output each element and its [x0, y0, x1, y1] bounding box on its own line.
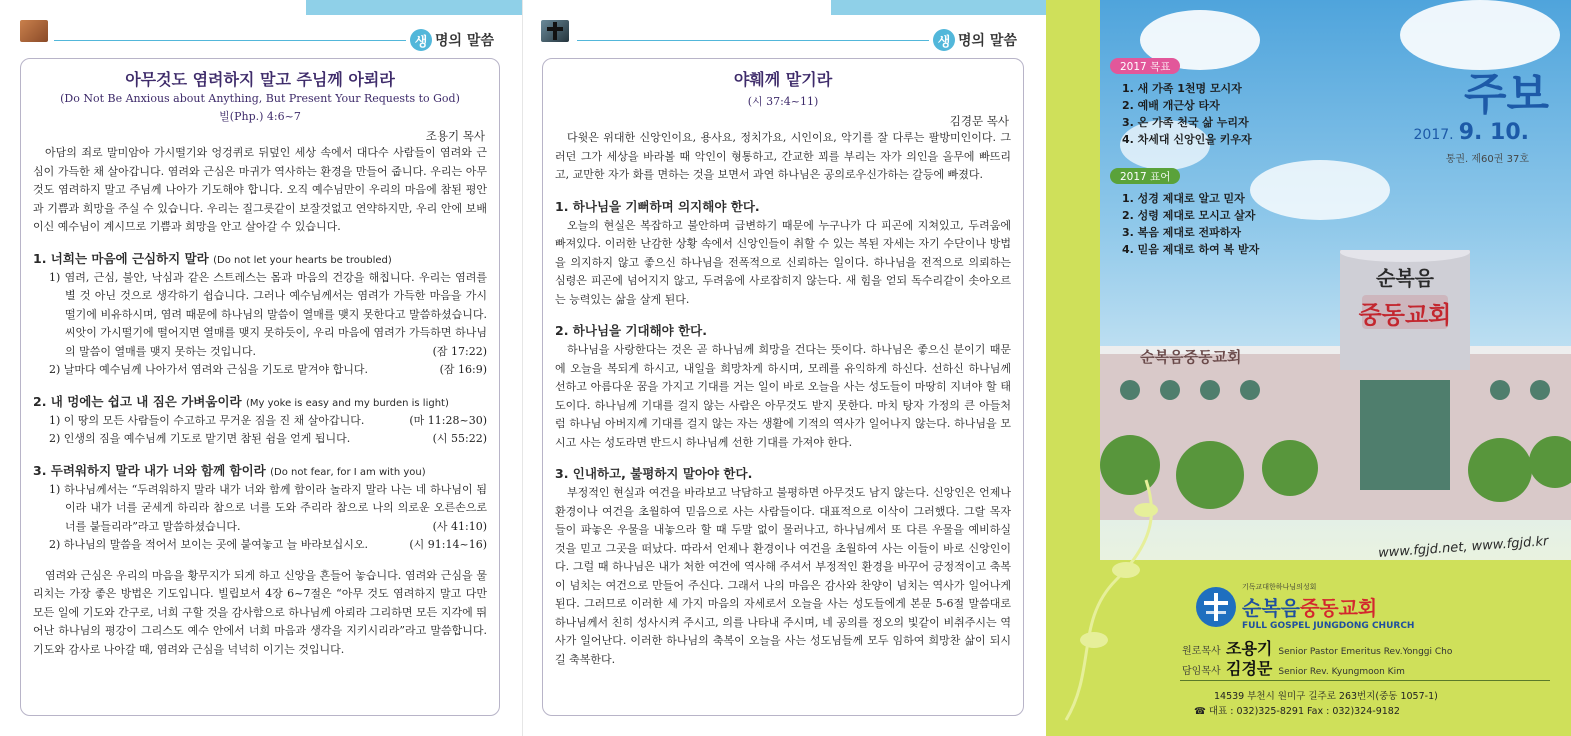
- church-phone: ☎ 대표 : 032)325-8291 Fax : 032)324-9182: [1194, 706, 1400, 717]
- goal-item: 3. 온 가족 천국 삶 누리자: [1122, 116, 1249, 129]
- scripture-ref: (시 37:4~11): [747, 95, 819, 108]
- section-label: 명의 말씀: [435, 33, 494, 49]
- point-2-item-2: 2) 인생의 짐을 예수님께 기도로 맡기면 참된 쉼을 얻게 됩니다. (시 55:22): [49, 432, 487, 445]
- logo-denomination: 기독교대한하나님의성회: [1242, 583, 1317, 591]
- motto-item: 1. 성경 제대로 알고 믿자: [1122, 192, 1245, 205]
- logo-name-en: FULL GOSPEL JUNGDONG CHURCH: [1242, 621, 1415, 631]
- cross-image: [541, 20, 569, 42]
- motto-tag: 2017 표어: [1110, 168, 1180, 184]
- church-emblem-icon: [1196, 587, 1236, 627]
- sermon-conclusion: 염려와 근심은 우리의 마음을 황무지가 되게 하고 신앙을 흔들어 놓습니다. 염려와 근심을 물리치는 가장 좋은 방법은 기도입니다. 빌립보서 4장 6~7절은 “아무 것도 염려하지 말고 다만 모든 일에 기도와 간구로, 너희 구할 것을 감사함으로 하나님께 아뢰라 그리하면 모든 지각에 뛰어난 하나님의 평강이 그리스도 예수 안에서 너희 마음과 생각을 지키시리라”라고 말씀합니다. 기도와 감사로 나아갈 때, 염려와 근심을 넉넉히 이기는 것입니다.: [33, 568, 487, 656]
- goals-list: [1122, 80, 1252, 148]
- section-rule: [577, 40, 929, 41]
- top-color-bar: [306, 0, 522, 15]
- sermon-title: 야훼께 맡기라: [733, 70, 833, 89]
- point-2-item-1: 1) 이 땅의 모든 사람들이 수고하고 무거운 짐을 진 채 살아갑니다. (마 11:28~30): [49, 413, 487, 427]
- section-label: 명의 말씀: [958, 33, 1017, 49]
- point-3-body: 부정적인 현실과 여건을 바라보고 낙담하고 불평하면 아무것도 남지 않는다. 신앙인은 언제나 환경이나 여건을 초월하여 믿음으로 사는 사람들이다. 대표적으로 이삭이 그러했다. 그랄 목자들이 파놓은 우물을 내놓으라 할 때 두말 없이 물러나고, 하나님께서 또 다른 우물을 예비하실 것을 믿고 그곳을 떠났다. 따라서 언제나 환경이나 여건을 초월하여 사는 이들이 바로 신앙인이다. 그럴 때 하나님은 내가 처한 여건에 역사해 주셔서 부정적인 환경을 바꾸어 긍정적이고 축복이 넘치는 여건으로 만들어 주신다. 그래서 나의 마음은 감사와 찬양이 넘치는 역사가 일어나게 된다. 그러므로 이러한 세 가지 마음의 자세로서 오늘을 사는 성도들에게 본문 5-6절 말씀대로 하나님께서 친히 성사시켜 주시고, 의를 나타내 주시며, 네 공의를 정오의 빛같이 비취주시는 역사가 일어난다. 이러한 하나님의 축복이 오늘을 사는 성도님들께 모두 임하여 희망찬 삶이 되시길 축복한다.: [555, 486, 1011, 666]
- point-heading-3: 3. 두려워하지 말라 내가 너와 함께 함이라 (Do not fear, for I am with you): [33, 462, 426, 478]
- point-heading-2: 2. 내 멍에는 쉽고 내 짐은 가벼움이라 (My yoke is easy and my burden is light): [33, 393, 449, 409]
- point-2-body: 하나님을 사랑한다는 것은 곧 하나님께 희망을 건다는 뜻이다. 하나님은 좋으신 분이기 때문에 오늘을 복되게 하시고, 내일을 희망차게 하시며, 모레를 유익하게 하신다. 선하신 하나님께 선하고 아름다운 꿈을 가지고 기대를 거는 일이 바로 오늘을 사는 성도들이 마땅히 지녀야 할 태도이다. 하나님께 기대를 걸지 않는 사람은 아무것도 받지 못한다. 마치 탕자 가정의 큰 아들처럼 하나님 아버지께 기대를 걸지 않는 자는 생활에 기적의 역사가 일어나지 않는다. 하나님을 모시고 사는 성도라면 반드시 하나님께 선한 기대를 가져야 한다.: [555, 343, 1011, 449]
- sermon-title-en: (Do Not Be Anxious about Anything, But Present Your Requests to God): [60, 92, 460, 105]
- point-3-item-1-ref: (사 41:10): [432, 519, 487, 533]
- scripture-ref: 빌(Php.) 4:6~7: [219, 110, 301, 123]
- goals-tag: 2017 목표: [1110, 58, 1180, 74]
- sermon-box-2: [542, 58, 1024, 716]
- address-divider: [1180, 680, 1550, 681]
- point-1-item-1-ref: (잠 17:22): [432, 344, 487, 358]
- section-rule: [54, 40, 406, 41]
- senior-pastor: 담임목사 김경문 Senior Rev. Kyungmoon Kim: [1182, 659, 1405, 678]
- sermon-intro: 아담의 죄로 말미암아 가시떨기와 엉겅퀴로 뒤덮인 세상 속에서 대다수 사람들이 염려와 근심이 가득한 채 살아갑니다. 염려와 근심은 마귀가 역사하는 환경을 만들어 줍니다. 우리는 아무것도 염려하지 말고 주님께 나아가 기도해야 합니다. 오직 예수님만이 우리의 마음에 참된 평안과 기쁨과 희망을 주실 수 있습니다. 우리는 질그릇같이 보잘것없고 연약하지만, 우리 안에 보배이신 예수님이 계시므로 기쁨과 희망을 안고 살아갈 수 있습니다.: [33, 146, 487, 233]
- section-circle-letter: 생: [933, 29, 955, 51]
- section-header: [410, 28, 494, 52]
- website-links[interactable]: www.fgjd.net, www.fgjd.kr: [1378, 534, 1550, 561]
- point-3-item-2: 2) 하나님의 말씀을 적어서 보이는 곳에 붙여놓고 늘 바라보십시오. (시 91:14~16): [49, 538, 487, 551]
- point-3-item-1: 1) 하나님께서는 “두려워하지 말라 내가 너와 함께 함이라 놀라지 말라 나는 네 하나님이 됨이라 내가 너를 굳세게 하리라 참으로 너를 도와 주리라 참으로 나의 의로운 오른손으로 너를 붙들리라”라고 말씀하셨습니다.: [49, 482, 487, 533]
- logo-name-kr: 순복음중동교회: [1242, 596, 1378, 620]
- church-address: 14539 부천시 원미구 길주로 263번지(중동 1057-1): [1214, 691, 1438, 702]
- point-1-body: 오늘의 현실은 복잡하고 불안하며 급변하기 때문에 누구나가 다 피곤에 지쳐있고, 두려움에 빠져있다. 이러한 난감한 상황 속에서 신앙인들이 취할 수 있는 복된 자세는 자기 수단이나 방법을 의지하지 않고 좋으신 하나님을 전폭적으로 신뢰하는 일이다. 하나님을 전적으로 의뢰하는 심령은 피곤에 넘어지지 않고, 두려움에 사로잡히지 않는다. 새 힘을 얻되 독수리같이 솟아오르는 능력있는 삶을 살게 된다.: [555, 218, 1011, 306]
- church-logo: [1196, 582, 1414, 631]
- building-sign-side: 순복음중동교회: [1140, 348, 1242, 366]
- sermon-box-1: [20, 58, 500, 716]
- point-heading-2: 2. 하나님을 기대해야 한다.: [555, 323, 708, 338]
- point-heading-1: 1. 하나님을 기뻐하며 의지해야 한다.: [555, 198, 760, 214]
- bulletin-date: 2017. 9. 10.: [1413, 120, 1529, 145]
- sermon-title: 아무것도 염려하지 말고 주님께 아뢰라: [125, 70, 395, 89]
- motto-item: 3. 복음 제대로 전파하자: [1122, 226, 1241, 239]
- vine-decoration: [1056, 470, 1186, 730]
- bulletin-volume: 통권. 제60권 37호: [1445, 154, 1529, 165]
- sermon-intro: 다윗은 위대한 신앙인이요, 용사요, 정치가요, 시인이요, 악기를 잘 다루는 팔방미인이다. 그러던 그가 세상을 바라볼 때 악인이 형통하고, 간교한 꾀를 부리는 자가 의인을 올무에 빠뜨리고, 교만한 자가 화를 면하는 것을 보면서 과연 하나님은 공의로우신가하는 갈등에 빠졌다.: [555, 131, 1011, 181]
- bulletin-title: 주보: [1463, 69, 1549, 120]
- motto-item: 4. 믿음 제대로 하여 복 받자: [1122, 243, 1260, 256]
- sermon-author: 조용기 목사: [425, 129, 485, 143]
- building-sign-bottom: 중동교회: [1358, 301, 1452, 329]
- sermon-page-1: [0, 0, 522, 736]
- point-heading-3: 3. 인내하고, 불평하지 말아야 한다.: [555, 466, 753, 481]
- section-circle-letter: 생: [410, 29, 432, 51]
- point-1-item-2: 2) 날마다 예수님께 나아가서 염려와 근심을 기도로 맡겨야 합니다. (잠 16:9): [49, 363, 487, 376]
- pastor-emeritus: 원로목사 조용기 Senior Pastor Emeritus Rev.Yonggi Cho: [1182, 639, 1453, 658]
- bulletin-cover: [1046, 0, 1571, 736]
- praying-hands-image: [20, 20, 48, 42]
- motto-item: 2. 성령 제대로 모시고 살자: [1122, 209, 1256, 222]
- section-header: [933, 28, 1017, 52]
- top-color-bar: [831, 0, 1047, 15]
- goal-item: 1. 새 가족 1천명 모시자: [1122, 82, 1242, 95]
- point-1-item-1: 1) 염려, 근심, 불안, 낙심과 같은 스트레스는 몸과 마음의 건강을 해칩니다. 우리는 염려를 별 것 아닌 것으로 생각하기 쉽습니다. 그러나 예수님께서는 염려가 가득한 마음을 가시떨기에 비유하시며, 염려 때문에 하나님의 말씀이 열매를 맺지 못한다고 말씀하셨습니다. 씨앗이 가시떨기에 떨어지면 열매를 맺지 못하듯이, 우리 마음에 염려가 가득하면 하나님의 말씀이 열매를 맺지 못하는 것입니다.: [49, 270, 487, 358]
- building-sign-top: 순복음: [1376, 266, 1434, 290]
- motto-list: [1122, 190, 1259, 258]
- sermon-author: 김경문 목사: [949, 114, 1009, 128]
- point-heading-1: 1. 너희는 마음에 근심하지 말라 (Do not let your hearts be troubled): [33, 250, 392, 266]
- goal-item: 2. 예배 개근상 타자: [1122, 99, 1220, 112]
- goal-item: 4. 차세대 신앙인을 키우자: [1122, 133, 1252, 146]
